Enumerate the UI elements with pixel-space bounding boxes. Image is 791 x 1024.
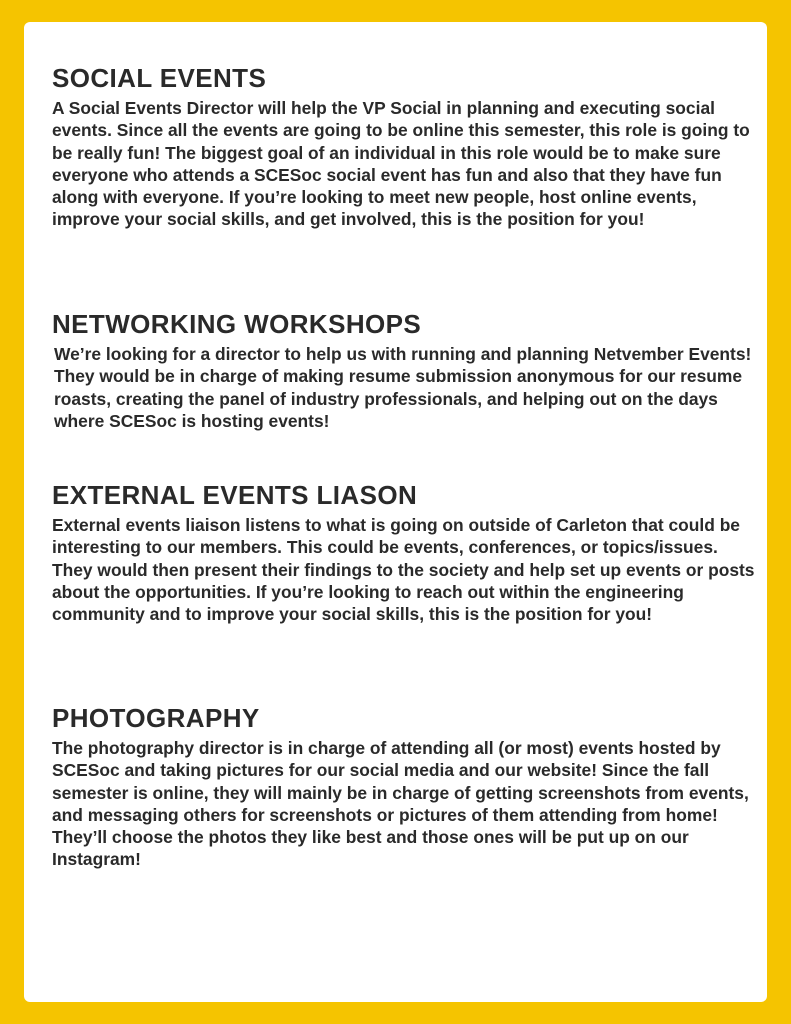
section-body: We’re looking for a director to help us with running and planning Netvember Events! They would be in charge of making resume submission anonymous for our resume roasts, creating the panel of industry professionals, and helping out on the days where SCESoc is hosting events! <box>54 344 752 431</box>
section-body: The photography director is in charge of attending all (or most) events hosted by SCESoc and taking pictures for our social media and our website! Since the fall semester is online, they will mainly be in charge of getting screenshots from events, and messaging others for screenshots or pictures of them attending from home! They’ll choose the photos they like best and those ones will be put up on our Instagram! <box>52 738 749 870</box>
section-external-events-liason <box>52 480 757 625</box>
section-photography <box>52 703 757 871</box>
section-networking-workshops <box>52 309 757 432</box>
section-social-events <box>52 63 757 231</box>
section-title: PHOTOGRAPHY <box>52 703 260 733</box>
section-body: External events liaison listens to what is going on outside of Carleton that could be interesting to our members. This could be events, conferences, or topics/issues. They would then present their findings to the society and help set up events or posts about the opportunities. If you’re looking to reach out within the engineering community and to improve your social skills, this is the position for you! <box>52 515 755 625</box>
section-title: NETWORKING WORKSHOPS <box>52 309 422 339</box>
section-title: SOCIAL EVENTS <box>52 63 267 93</box>
section-title: EXTERNAL EVENTS LIASON <box>52 480 418 510</box>
section-body: A Social Events Director will help the VP Social in planning and executing social events. Since all the events are going to be online this semester, this role is going to be really fun! The biggest goal of an individual in this role would be to make sure everyone who attends a SCESoc social event has fun and also that they have fun along with everyone. If you’re looking to meet new people, host online events, improve your social skills, and get involved, this is the position for you! <box>52 98 750 230</box>
content-card <box>24 22 767 1002</box>
